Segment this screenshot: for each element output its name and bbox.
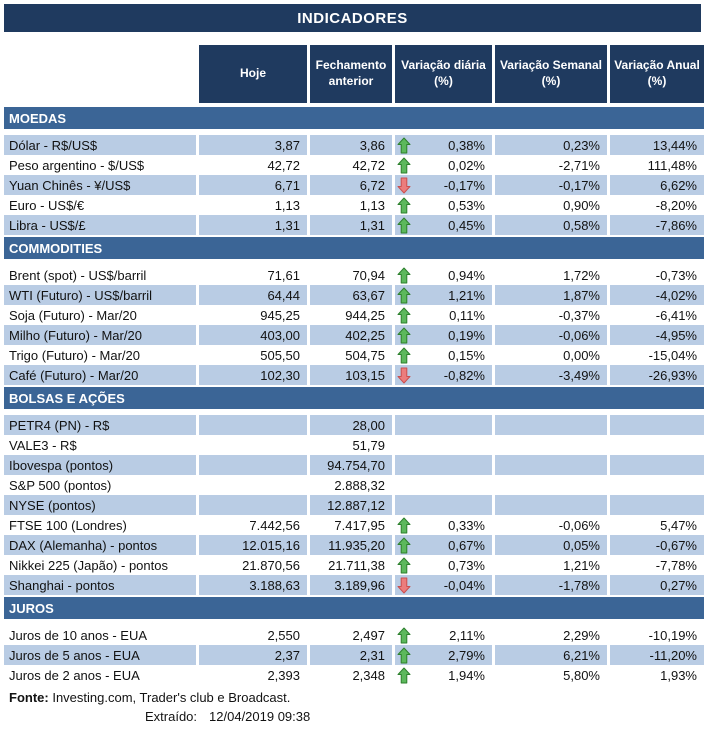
section-header-juros: JUROS — [4, 597, 704, 619]
variacao-diaria-value: 0,45% — [448, 217, 485, 233]
table-row — [4, 515, 704, 535]
variacao-diaria-value: 0,73% — [448, 557, 485, 573]
column-header-semanal: Variação Semanal (%) — [495, 45, 607, 103]
cell-variacao-semanal: -2,71% — [558, 157, 600, 173]
row-label: S&P 500 (pontos) — [9, 477, 112, 493]
cell-hoje: 71,61 — [267, 267, 300, 283]
cell-variacao-anual: -10,19% — [648, 627, 697, 643]
up-arrow-icon — [396, 536, 411, 554]
cell-variacao-semanal: 6,21% — [495, 645, 607, 665]
cell-fechamento-anterior: 1,13 — [359, 197, 385, 213]
cell-variacao-anual: -4,95% — [610, 325, 704, 345]
variacao-diaria-value: 0,38% — [448, 137, 485, 153]
row-label: Euro - US$/€ — [9, 197, 85, 213]
cell-variacao-semanal: -3,49% — [495, 365, 607, 385]
down-arrow-icon — [396, 176, 411, 194]
cell-variacao-anual: 13,44% — [610, 135, 704, 155]
cell-variacao-semanal: 0,90% — [563, 197, 600, 213]
table-row — [4, 555, 704, 575]
cell-hoje: 2,550 — [267, 627, 300, 643]
footer-source — [4, 688, 704, 707]
cell-hoje: 12.015,16 — [199, 535, 307, 555]
cell-variacao-semanal: 1,72% — [563, 267, 600, 283]
cell-hoje — [199, 495, 307, 515]
cell-hoje — [199, 415, 307, 435]
cell-variacao-diaria — [395, 515, 492, 535]
footer-extracted-value: 12/04/2019 09:38 — [209, 709, 311, 724]
table-row — [4, 155, 704, 175]
row-label: Ibovespa (pontos) — [4, 455, 196, 475]
table-row — [4, 415, 704, 435]
cell-variacao-diaria — [395, 305, 492, 325]
table-row — [4, 175, 704, 195]
cell-variacao-semanal: -0,17% — [495, 175, 607, 195]
cell-hoje: 3,87 — [199, 135, 307, 155]
cell-variacao-anual — [610, 495, 704, 515]
cell-variacao-anual — [610, 475, 704, 495]
table-row — [4, 535, 704, 555]
variacao-diaria-value: 1,94% — [448, 667, 485, 683]
cell-variacao-anual: 6,62% — [610, 175, 704, 195]
cell-variacao-diaria — [395, 415, 492, 435]
table-row — [4, 215, 704, 235]
variacao-diaria-value: 0,53% — [448, 197, 485, 213]
cell-variacao-anual: -0,73% — [655, 267, 697, 283]
cell-variacao-semanal: 0,58% — [495, 215, 607, 235]
cell-fechamento-anterior: 2.888,32 — [334, 477, 385, 493]
section-header-bolsas-e-acoes: BOLSAS E AÇÕES — [4, 387, 704, 409]
cell-fechamento-anterior: 28,00 — [310, 415, 392, 435]
variacao-diaria-value: -0,17% — [443, 177, 485, 193]
variacao-diaria-value: 1,21% — [448, 287, 485, 303]
table-row — [4, 195, 704, 215]
table-row — [4, 645, 704, 665]
table-row — [4, 325, 704, 345]
column-header-row — [4, 45, 704, 103]
up-arrow-icon — [396, 626, 411, 644]
up-arrow-icon — [396, 216, 411, 234]
row-label: VALE3 - R$ — [9, 437, 77, 453]
cell-fechamento-anterior: 3,86 — [310, 135, 392, 155]
cell-hoje — [199, 455, 307, 475]
variacao-diaria-value: 0,02% — [448, 157, 485, 173]
table-row — [4, 435, 704, 455]
row-label: Juros de 2 anos - EUA — [9, 667, 140, 683]
row-label: Juros de 5 anos - EUA — [4, 645, 196, 665]
cell-variacao-anual: 111,48% — [647, 157, 697, 173]
cell-fechamento-anterior: 504,75 — [345, 347, 385, 363]
column-header-anual: Variação Anual (%) — [610, 45, 704, 103]
cell-variacao-anual: -11,20% — [610, 645, 704, 665]
cell-variacao-diaria — [395, 495, 492, 515]
variacao-diaria-value: 0,19% — [448, 327, 485, 343]
cell-variacao-semanal: 0,05% — [495, 535, 607, 555]
cell-variacao-anual: -0,67% — [610, 535, 704, 555]
table-row — [4, 135, 704, 155]
row-label: FTSE 100 (Londres) — [9, 517, 127, 533]
row-label: DAX (Alemanha) - pontos — [4, 535, 196, 555]
up-arrow-icon — [396, 556, 411, 574]
up-arrow-icon — [396, 196, 411, 214]
cell-variacao-anual: 0,27% — [610, 575, 704, 595]
row-label: Shanghai - pontos — [4, 575, 196, 595]
variacao-diaria-value: 0,33% — [448, 517, 485, 533]
variacao-diaria-value: 2,11% — [449, 627, 485, 643]
column-header-hoje: Hoje — [199, 45, 307, 103]
cell-variacao-semanal: -0,37% — [558, 307, 600, 323]
down-arrow-icon — [396, 576, 411, 594]
row-label: Nikkei 225 (Japão) - pontos — [9, 557, 168, 573]
cell-variacao-anual — [610, 415, 704, 435]
variacao-diaria-value: 0,15% — [448, 347, 485, 363]
cell-fechamento-anterior: 12.887,12 — [310, 495, 392, 515]
cell-variacao-semanal: 5,80% — [563, 667, 600, 683]
cell-variacao-diaria — [395, 285, 492, 305]
cell-fechamento-anterior: 11.935,20 — [310, 535, 392, 555]
up-arrow-icon — [396, 286, 411, 304]
cell-variacao-semanal: 0,23% — [495, 135, 607, 155]
cell-variacao-semanal — [495, 435, 607, 455]
row-label: Milho (Futuro) - Mar/20 — [4, 325, 196, 345]
up-arrow-icon — [396, 516, 411, 534]
cell-variacao-anual: -8,20% — [655, 197, 697, 213]
cell-fechamento-anterior: 94.754,70 — [310, 455, 392, 475]
cell-variacao-anual: -26,93% — [610, 365, 704, 385]
row-label: Dólar - R$/US$ — [4, 135, 196, 155]
cell-fechamento-anterior: 6,72 — [310, 175, 392, 195]
row-label: NYSE (pontos) — [4, 495, 196, 515]
footer-extracted — [4, 707, 704, 726]
table-row — [4, 305, 704, 325]
table-row — [4, 475, 704, 495]
up-arrow-icon — [396, 136, 411, 154]
column-header-fechamento: Fechamento anterior — [310, 45, 392, 103]
variacao-diaria-value: 0,94% — [448, 267, 485, 283]
cell-variacao-semanal: 2,29% — [563, 627, 600, 643]
variacao-diaria-value: 0,11% — [449, 307, 485, 323]
cell-variacao-diaria — [395, 575, 492, 595]
cell-hoje: 64,44 — [199, 285, 307, 305]
variacao-diaria-value: -0,82% — [443, 367, 485, 383]
cell-variacao-semanal — [495, 475, 607, 495]
cell-variacao-semanal — [495, 495, 607, 515]
cell-fechamento-anterior: 63,67 — [310, 285, 392, 305]
cell-variacao-anual — [610, 435, 704, 455]
cell-hoje: 42,72 — [267, 157, 300, 173]
down-arrow-icon — [396, 366, 411, 384]
cell-variacao-diaria — [395, 535, 492, 555]
cell-variacao-diaria — [395, 555, 492, 575]
variacao-diaria-value: 2,79% — [448, 647, 485, 663]
row-label: Trigo (Futuro) - Mar/20 — [9, 347, 140, 363]
table-row — [4, 365, 704, 385]
up-arrow-icon — [396, 646, 411, 664]
cell-hoje — [199, 435, 307, 455]
cell-variacao-semanal: -1,78% — [495, 575, 607, 595]
cell-fechamento-anterior: 42,72 — [352, 157, 385, 173]
cell-variacao-diaria — [395, 665, 492, 685]
table-row — [4, 345, 704, 365]
up-arrow-icon — [396, 266, 411, 284]
cell-hoje: 2,37 — [199, 645, 307, 665]
cell-variacao-diaria — [395, 645, 492, 665]
cell-hoje: 1,13 — [274, 197, 300, 213]
cell-variacao-diaria — [395, 175, 492, 195]
cell-variacao-anual — [610, 455, 704, 475]
cell-variacao-diaria — [395, 435, 492, 455]
variacao-diaria-value: -0,04% — [443, 577, 485, 593]
table-row — [4, 575, 704, 595]
up-arrow-icon — [396, 326, 411, 344]
cell-fechamento-anterior: 2,31 — [310, 645, 392, 665]
row-label: Libra - US$/£ — [4, 215, 196, 235]
cell-variacao-semanal: 1,21% — [563, 557, 600, 573]
cell-variacao-semanal: 1,87% — [495, 285, 607, 305]
row-label: Juros de 10 anos - EUA — [9, 627, 148, 643]
table-row — [4, 665, 704, 685]
cell-hoje: 403,00 — [199, 325, 307, 345]
cell-variacao-diaria — [395, 215, 492, 235]
cell-fechamento-anterior: 103,15 — [310, 365, 392, 385]
table-body — [4, 107, 704, 685]
column-header-diaria: Variação diária (%) — [395, 45, 492, 103]
cell-variacao-diaria — [395, 455, 492, 475]
footer-source-label: Fonte: — [9, 690, 49, 705]
footer-source-text: Investing.com, Trader's club e Broadcast. — [52, 690, 291, 705]
cell-variacao-semanal: -0,06% — [558, 517, 600, 533]
up-arrow-icon — [396, 156, 411, 174]
table-row — [4, 495, 704, 515]
report-title: INDICADORES — [4, 4, 701, 32]
cell-fechamento-anterior: 70,94 — [352, 267, 385, 283]
row-label: Brent (spot) - US$/barril — [9, 267, 147, 283]
cell-hoje — [199, 475, 307, 495]
variacao-diaria-value: 0,67% — [448, 537, 485, 553]
up-arrow-icon — [396, 666, 411, 684]
cell-hoje: 2,393 — [267, 667, 300, 683]
cell-variacao-diaria — [395, 625, 492, 645]
row-label: PETR4 (PN) - R$ — [4, 415, 196, 435]
footer-extracted-label: Extraído: — [145, 709, 198, 724]
cell-variacao-diaria — [395, 265, 492, 285]
cell-variacao-anual: -7,78% — [655, 557, 697, 573]
cell-variacao-diaria — [395, 365, 492, 385]
cell-variacao-diaria — [395, 475, 492, 495]
table-row — [4, 265, 704, 285]
cell-fechamento-anterior: 944,25 — [345, 307, 385, 323]
cell-variacao-diaria — [395, 325, 492, 345]
cell-variacao-semanal — [495, 415, 607, 435]
cell-fechamento-anterior: 7.417,95 — [334, 517, 385, 533]
cell-hoje: 21.870,56 — [242, 557, 300, 573]
cell-fechamento-anterior: 2,348 — [352, 667, 385, 683]
table-row — [4, 455, 704, 475]
cell-variacao-semanal: 0,00% — [563, 347, 600, 363]
cell-variacao-anual: -6,41% — [655, 307, 697, 323]
cell-variacao-semanal: -0,06% — [495, 325, 607, 345]
section-header-commodities: COMMODITIES — [4, 237, 704, 259]
cell-hoje: 6,71 — [199, 175, 307, 195]
row-label: Yuan Chinês - ¥/US$ — [4, 175, 196, 195]
up-arrow-icon — [396, 346, 411, 364]
cell-hoje: 505,50 — [260, 347, 300, 363]
cell-variacao-anual: -7,86% — [610, 215, 704, 235]
cell-hoje: 3.188,63 — [199, 575, 307, 595]
cell-variacao-semanal — [495, 455, 607, 475]
cell-hoje: 102,30 — [199, 365, 307, 385]
row-label: Peso argentino - $/US$ — [9, 157, 145, 173]
cell-variacao-anual: -15,04% — [648, 347, 697, 363]
cell-variacao-anual: 1,93% — [660, 667, 697, 683]
cell-variacao-anual: -4,02% — [610, 285, 704, 305]
cell-variacao-diaria — [395, 135, 492, 155]
row-label: WTI (Futuro) - US$/barril — [4, 285, 196, 305]
cell-fechamento-anterior: 1,31 — [310, 215, 392, 235]
report-footer — [4, 688, 704, 726]
header-spacer — [4, 45, 196, 103]
cell-hoje: 945,25 — [260, 307, 300, 323]
up-arrow-icon — [396, 306, 411, 324]
cell-fechamento-anterior: 402,25 — [310, 325, 392, 345]
section-header-moedas: MOEDAS — [4, 107, 704, 129]
table-row — [4, 285, 704, 305]
cell-fechamento-anterior: 51,79 — [352, 437, 385, 453]
cell-hoje: 7.442,56 — [249, 517, 300, 533]
cell-fechamento-anterior: 2,497 — [352, 627, 385, 643]
cell-fechamento-anterior: 3.189,96 — [310, 575, 392, 595]
cell-fechamento-anterior: 21.711,38 — [328, 557, 385, 573]
cell-variacao-diaria — [395, 345, 492, 365]
cell-hoje: 1,31 — [199, 215, 307, 235]
cell-variacao-diaria — [395, 155, 492, 175]
table-row — [4, 625, 704, 645]
cell-variacao-diaria — [395, 195, 492, 215]
row-label: Café (Futuro) - Mar/20 — [4, 365, 196, 385]
row-label: Soja (Futuro) - Mar/20 — [9, 307, 137, 323]
cell-variacao-anual: 5,47% — [660, 517, 697, 533]
